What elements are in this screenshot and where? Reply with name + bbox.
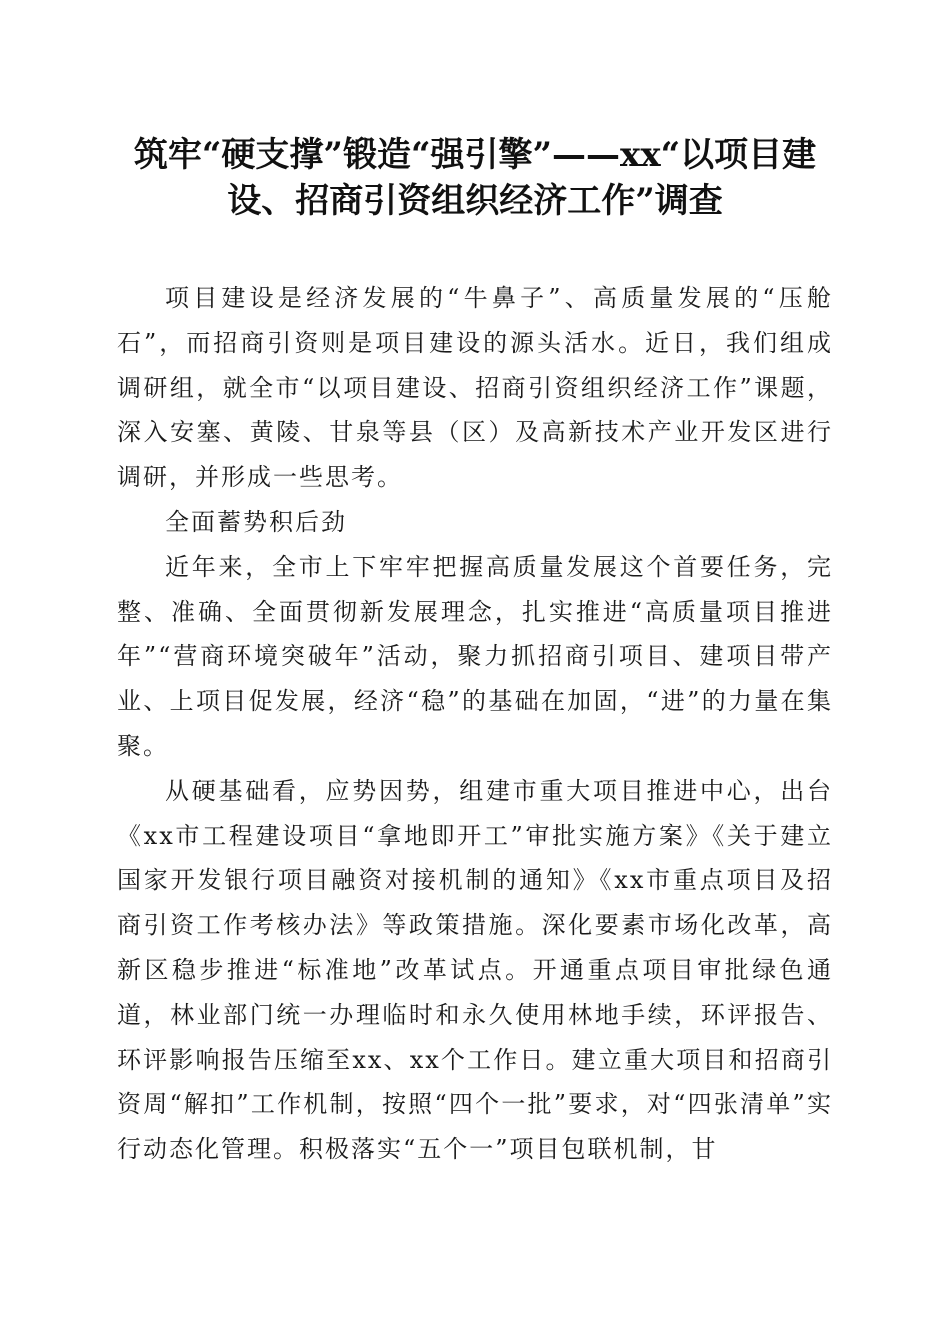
paragraph-overview: 近年来，全市上下牢牢把握高质量发展这个首要任务，完整、准确、全面贯彻新发展理念，扎实推进“高质量项目推进年”“营商环境突破年”活动，聚力抓招商引项目、建项目带产业、上项目促发展，经济“稳”的基础在加固，“进”的力量在集聚。 — [117, 552, 833, 760]
paragraph-hard-foundation: 从硬基础看，应势因势，组建市重大项目推进中心，出台《xx市工程建设项目“拿地即开工”审批实施方案》《关于建立国家开发银行项目融资对接机制的通知》《xx市重点项目及招商引资工作考核办法》等政策措施。深化要素市场化改革，高新区稳步推进“标准地”改革试点。开通重点项目审批绿色通道，林业部门统一办理临时和永久使用林地手续，环评报告、环评影响报告压缩至xx、xx个工作日。建立重大项目和招商引资周“解扣”工作机制，按照“四个一批”要求，对“四张清单”实行动态化管理。积极落实“五个一”项目包联机制，甘 — [117, 776, 833, 1164]
document-body — [117, 276, 833, 1172]
paragraph-intro: 项目建设是经济发展的“牛鼻子”、高质量发展的“压舱石”，而招商引资则是项目建设的源头活水。近日，我们组成调研组，就全市“以项目建设、招商引资组织经济工作”课题，深入安塞、黄陵、甘泉等县（区）及高新技术产业开发区进行调研，并形成一些思考。 — [117, 284, 833, 492]
section-heading: 全面蓄势积后劲 — [165, 507, 347, 536]
document-title: 筑牢“硬支撑”锻造“强引擎”——xx“以项目建设、招商引资组织经济工作”调查 — [133, 135, 817, 221]
